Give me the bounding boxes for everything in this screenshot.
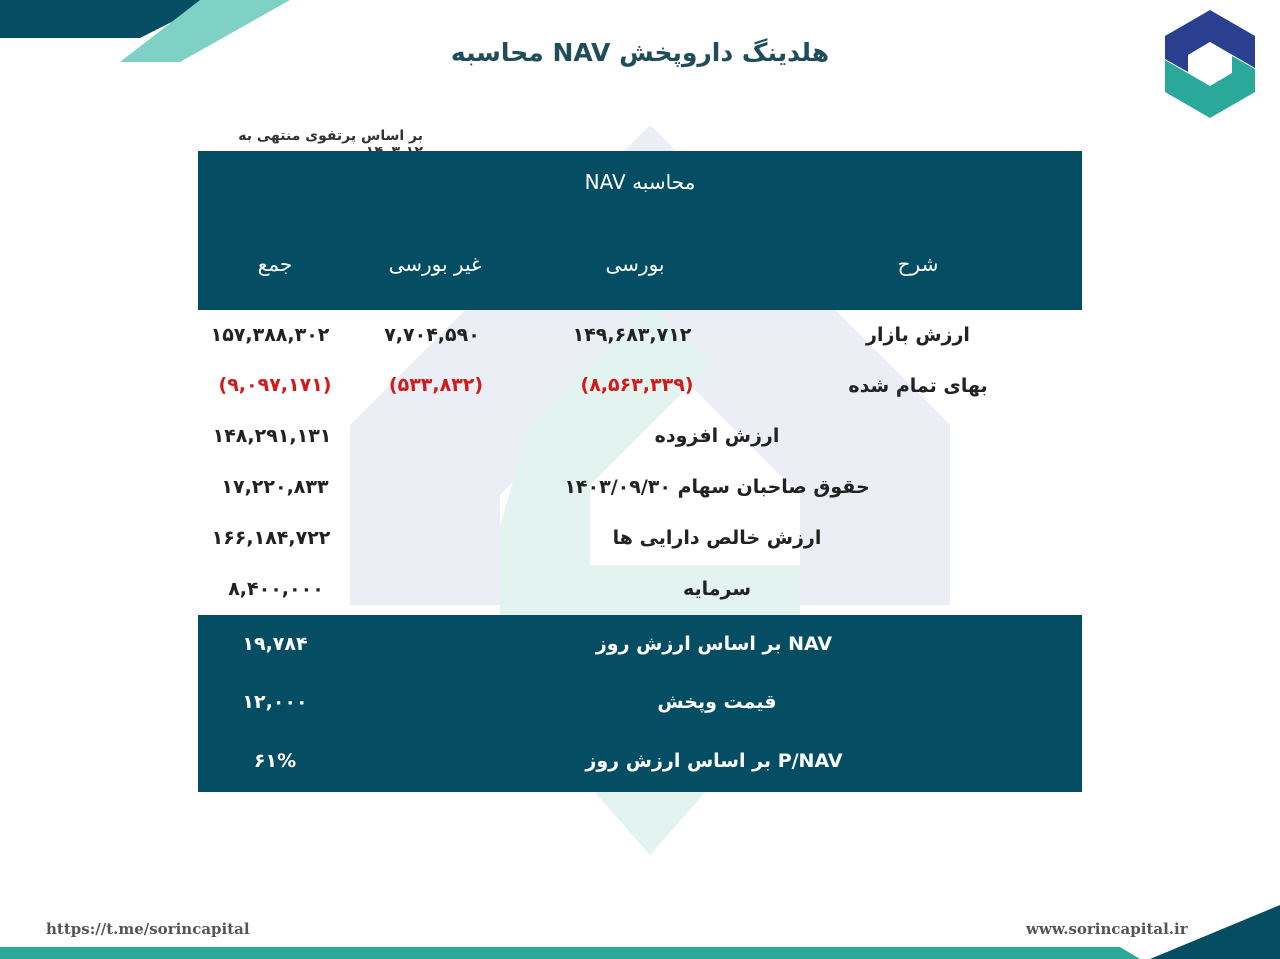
page-title: محاسبه NAV هلدینگ داروپخش <box>450 38 830 67</box>
footer-offer-price-value: ۱۲,۰۰۰ <box>242 691 308 713</box>
col-header-unlisted: غیر بورسی <box>388 252 482 276</box>
footer-p-nav-value: ۶۱% <box>253 750 297 772</box>
footer-nav-per-share-label: NAV بر اساس ارزش روز <box>595 633 833 655</box>
footer-nav-per-share-value: ۱۹,۷۸۴ <box>242 633 308 655</box>
portfolio-subtitle: بر اساس پرتفوی منتهی به <box>238 128 423 144</box>
row-added-value-total: ۱۴۸,۲۹۱,۱۳۱ <box>212 425 332 447</box>
website-link[interactable]: www.sorincapital.ir <box>1026 920 1188 938</box>
col-header-listed: بورسی <box>605 252 665 276</box>
footer-offer-price-label: قیمت وپخش <box>657 691 777 713</box>
col-header-desc: شرح <box>897 252 939 276</box>
row-cost-listed: (۸,۵۶۳,۳۳۹) <box>580 374 694 396</box>
row-market-value-total: ۱۵۷,۳۸۸,۳۰۲ <box>210 324 330 346</box>
row-cost-unlisted: (۵۳۳,۸۳۲) <box>388 374 484 396</box>
row-added-value-label: ارزش افزوده <box>654 425 780 447</box>
sorin-logo-icon <box>1160 10 1260 118</box>
row-equity-total: ۱۷,۲۲۰,۸۳۳ <box>221 476 329 498</box>
row-capital-total: ۸,۴۰۰,۰۰۰ <box>228 578 324 600</box>
table-caption: محاسبه NAV <box>584 170 696 194</box>
corner-decoration-top <box>0 0 300 70</box>
footer-p-nav-label: P/NAV بر اساس ارزش روز <box>585 750 843 772</box>
telegram-link[interactable]: https://t.me/sorincapital <box>46 920 250 938</box>
row-capital-label: سرمایه <box>682 578 752 600</box>
col-header-total: جمع <box>257 252 293 276</box>
row-nav-total-label: ارزش خالص دارایی ها <box>612 527 822 549</box>
row-market-value-unlisted: ۷,۷۰۴,۵۹۰ <box>384 324 480 346</box>
row-cost-total: (۹,۰۹۷,۱۷۱) <box>218 374 332 396</box>
row-cost-label: بهای تمام شده <box>848 375 988 397</box>
row-market-value-label: ارزش بازار <box>866 324 970 346</box>
row-market-value-listed: ۱۴۹,۶۸۳,۷۱۲ <box>572 324 692 346</box>
row-nav-total-total: ۱۶۶,۱۸۴,۷۲۲ <box>211 527 331 549</box>
row-equity-label: حقوق صاحبان سهام ۱۴۰۳/۰۹/۳۰ <box>564 476 870 498</box>
